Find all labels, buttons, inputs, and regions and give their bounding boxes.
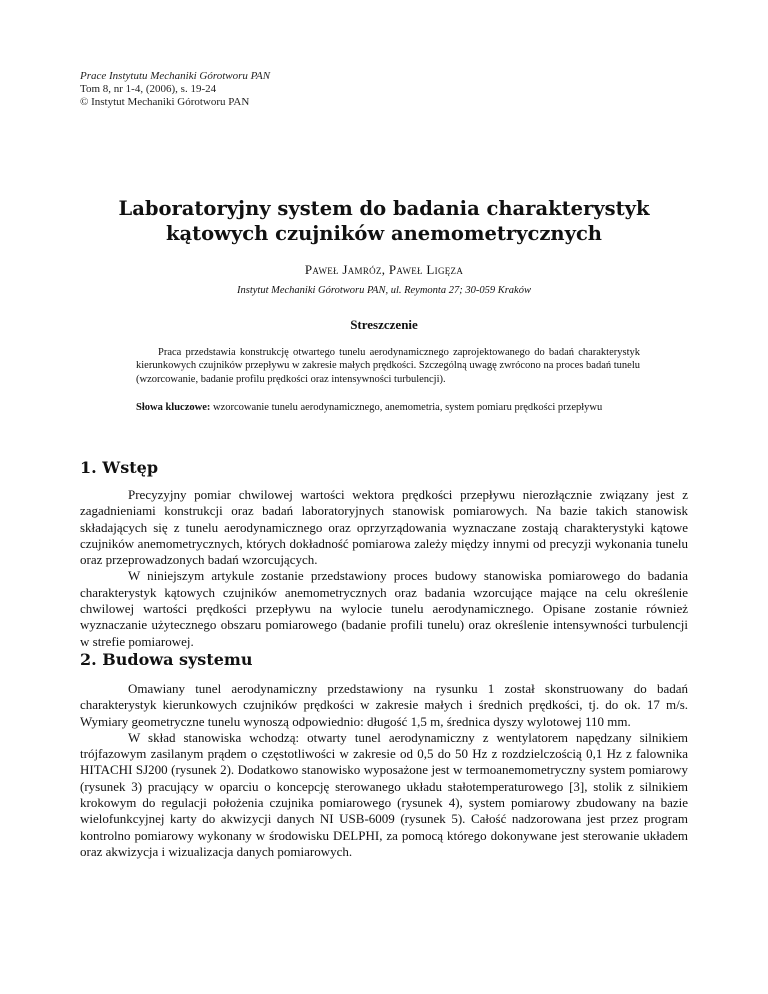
journal-title: Prace Instytutu Mechaniki Górotworu PAN [80,70,271,82]
paragraph: W niniejszym artykule zostanie przedstawiony proces budowy stanowiska pomiarowego do badania charakterystyk kątowych czujników anemometrycznych oraz badania wzorcujące mające na celu określenie chwilowej wartości prędkości przepływu na wylocie tunelu aerodynamicznego. Opisane zostanie również wyznaczanie użytecznego obszaru pomiarowego (badanie profili tunelu) oraz określenie intensywności turbulencji w strefie pomiarowej. [80,568,688,649]
section-system-body [80,681,688,860]
article-authors: Paweł Jamróz, Paweł Ligęza [304,262,464,277]
abstract-text: Praca przedstawia konstrukcję otwartego tunelu aerodynamicznego zaprojektowanego do badań charakterystyk kierunkowych czujników przepływu w zakresie małych prędkości. Szczególną uwagę zwrócono na proces badań tunelu (wzorcowanie, badanie profilu prędkości oraz intensywności turbulencji). [136,347,640,385]
keywords-label: Słowa kluczowe: [136,402,211,413]
paragraph: Omawiany tunel aerodynamiczny przedstawiony na rysunku 1 został skonstruowany do badań charakterystyk kierunkowych czujników prędkości w zakresie małych i średnich prędkości, tj. do ok. 17 m/s. Wymiary geometryczne tunelu wynoszą odpowiednio: długość 1,5 m, średnica dyszy wylotowej 110 mm. [80,681,688,729]
journal-header [80,70,270,109]
abstract-heading: Streszczenie [350,317,418,332]
paragraph: Precyzyjny pomiar chwilowej wartości wektora prędkości przepływu nierozłącznie związany jest z zagadnieniami konstrukcji oraz badań laboratoryjnych stanowisk pomiarowych. Na bazie takich stanowisk składających się z tunelu aerodynamicznego oraz oprzyrządowania wyznaczane zostają charakterystyki kątowe czujników anemometrycznych, których dokładność pomiarowa zależy między innymi od precyzji wykonania tunelu oraz przeprowadzonych badań wzorcujących. [80,487,688,568]
article-title: Laboratoryjny system do badania charakterystyk kątowych czujników anemometrycznych [118,197,650,245]
paragraph: W skład stanowiska wchodzą: otwarty tunel aerodynamiczny z wentylatorem napędzany silnikiem trójfazowym zasilanym prądem o częstotliwości w zakresie od 0,5 do 50 Hz z rozdzielczością 0,1 Hz z falownika HITACHI SJ200 (rysunek 2). Dodatkowo stanowisko wyposażone jest w termoanemometryczny system pomiarowy (rysunek 3) pracujący w oparciu o koncepcję sterowanego układu stałotemperaturowego [3], stolik z silnikiem krokowym do regulacji położenia czujnika pomiarowego (rysunek 4), system pomiarowy zbudowany na bazie wielofunkcyjnej karty do akwizycji danych NI USB-6009 (rysunek 5). Całość nadzorowana jest przez program kontrolno pomiarowy wykonany w środowisku DELPHI, za pomocą którego dokonywane jest sterowanie układem oraz akwizycja i wizualizacja danych pomiarowych. [80,729,688,859]
keywords-text: wzorcowanie tunelu aerodynamicznego, anemometria, system pomiaru prędkości przepływu [213,402,603,413]
section-heading-system: 2. Budowa systemu [80,650,253,669]
article-affiliation: Instytut Mechaniki Górotworu PAN, ul. Reymonta 27; 30-059 Kraków [237,285,531,296]
keywords-line [136,401,676,414]
journal-copyright: © Instytut Mechaniki Górotworu PAN [80,96,250,108]
section-heading-intro: 1. Wstęp [80,458,159,477]
journal-volume: Tom 8, nr 1-4, (2006), s. 19-24 [80,83,217,95]
section-intro-body [80,487,688,650]
